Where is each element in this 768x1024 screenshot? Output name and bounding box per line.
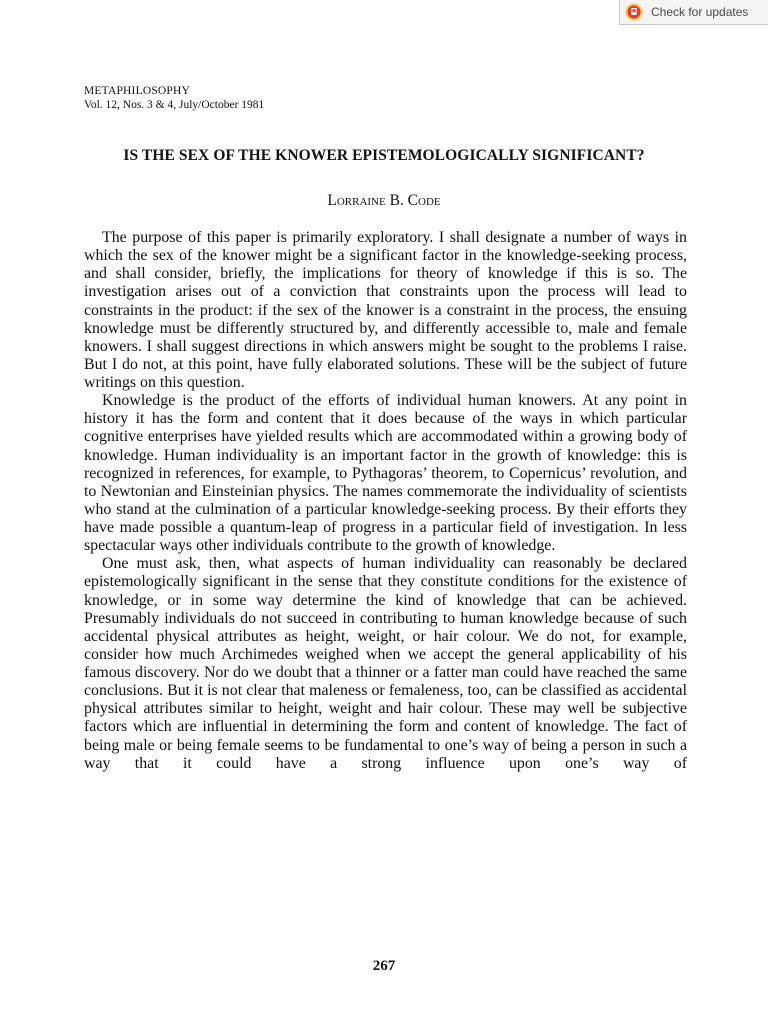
article-body [84,229,687,773]
body-paragraph: Knowledge is the product of the efforts of individual human knowers. At any point in history it has the form and content that it does because of the ways in which particular cognitive enterprises have yielded results which are accommodated within a growing body of knowledge. Human individuality is an important factor in the growth of knowledge: this is recognized in references, for example, to Pythagoras’ theorem, to Copernicus’ revolution, and to Newtonian and Einsteinian physics. The names commemorate the individuality of scientists who stand at the culmination of a particular knowledge-seeking process. By their efforts they have made possible a quantum-leap of progress in a particular field of investigation. In less spectacular ways other individuals contribute to the growth of knowledge. [84,392,687,555]
check-for-updates-icon [625,3,643,21]
body-paragraph: The purpose of this paper is primarily exploratory. I shall designate a number of ways in which the sex of the knower might be a significant factor in the knowledge-seeking process, and shall consider, briefly, the implications for theory of knowledge if this is so. The investigation arises out of a conviction that constraints upon the process will lead to constraints in the product: if the sex of the knower is a constraint in the process, the ensuing knowledge must be differently structured by, and differently accessible to, male and female knowers. I shall suggest directions in which answers might be sought to the problems I raise. But I do not, at this point, have fully elaborated solutions. These will be the subject of future writings on this question. [84,229,687,391]
check-for-updates-label: Check for updates [651,5,749,19]
journal-volume: Vol. 12, Nos. 3 & 4, July/October 1981 [84,99,265,111]
article-title: IS THE SEX OF THE KNOWER EPISTEMOLOGICALLY SIGNIFICANT? [123,147,645,164]
journal-name: METAPHILOSOPHY [84,85,191,97]
body-paragraph: One must ask, then, what aspects of human individuality can reasonably be declared epistemologically significant in the sense that they constitute conditions for the existence of knowledge, or in some way determine the kind of knowledge that can be achieved. Presumably individuals do not succeed in contributing to human knowledge because of such accidental physical attributes as height, weight, or hair colour. We do not, for example, consider how much Archimedes weighed when we accept the general applicability of his famous discovery. Nor do we doubt that a thinner or a fatter man could have reached the same conclusions. But it is not clear that maleness or femaleness, too, can be classified as accidental physical attributes similar to height, weight and hair colour. These may well be subjective factors which are influential in determining the form and content of knowledge. The fact of being male or being female seems to be fundamental to one’s way of being a person in such a way that it could have a strong influence upon one’s way of [84,555,687,772]
article-author: Lorraine B. Code [327,192,441,209]
page-number: 267 [372,958,396,974]
check-for-updates-button[interactable] [619,0,768,25]
journal-header [84,84,264,112]
